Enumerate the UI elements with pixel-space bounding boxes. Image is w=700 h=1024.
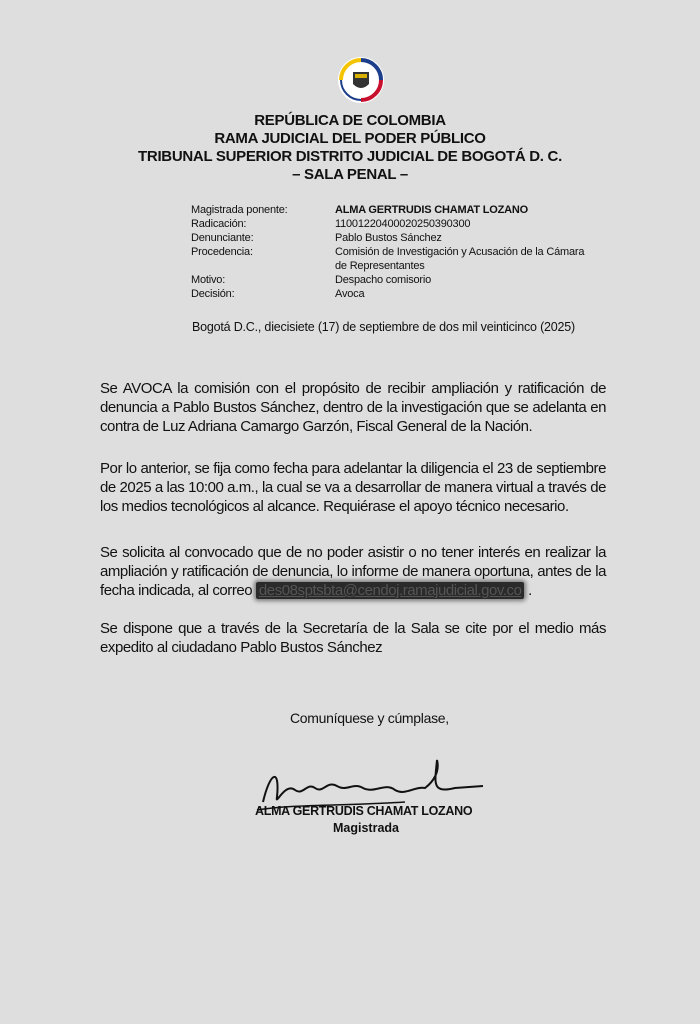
meta-label: Denunciante: xyxy=(191,232,254,244)
meta-value: Comisión de Investigación y Acusación de la Cámara de Representantes xyxy=(335,246,585,272)
meta-value: ALMA GERTRUDIS CHAMAT LOZANO xyxy=(335,204,528,216)
header-country: REPÚBLICA DE COLOMBIA xyxy=(254,112,446,129)
meta-row-decision xyxy=(191,287,595,301)
meta-label: Decisión: xyxy=(191,288,235,300)
header-chamber: – SALA PENAL – xyxy=(292,166,408,183)
meta-label: Radicación: xyxy=(191,218,247,230)
notice-text: Se solicita al convocado que de no poder asistir o no tener interés en realizar la ampliación y ratificación de denuncia, lo informe de manera oportuna, antes de la fecha indicada, al correo xyxy=(100,544,606,599)
signatory-role: Magistrada xyxy=(333,821,399,835)
paragraph-summon: Se dispone que a través de la Secretaría de la Sala se cite por el medio más expedito al ciudadano Pablo Bustos Sánchez xyxy=(100,620,606,656)
meta-label: Magistrada ponente: xyxy=(191,204,288,216)
rama-judicial-seal-logo xyxy=(336,55,386,105)
meta-row-procedencia xyxy=(191,245,595,273)
meta-value: Pablo Bustos Sánchez xyxy=(335,232,442,244)
meta-label: Procedencia: xyxy=(191,246,253,258)
meta-row-magistrate xyxy=(191,203,595,217)
closing-phrase: Comuníquese y cúmplase, xyxy=(290,710,449,726)
meta-value: Despacho comisorio xyxy=(335,274,432,286)
document-date: Bogotá D.C., diecisiete (17) de septiembre de dos mil veinticinco (2025) xyxy=(192,320,576,334)
header-court: TRIBUNAL SUPERIOR DISTRITO JUDICIAL DE BOGOTÁ D. C. xyxy=(138,148,562,165)
email-link[interactable]: des08sptsbta@cendoj.ramajudicial.gov.co xyxy=(256,582,525,599)
signatory-name: ALMA GERTRUDIS CHAMAT LOZANO xyxy=(255,804,473,818)
meta-value: Avoca xyxy=(335,288,365,300)
header-branch: RAMA JUDICIAL DEL PODER PÚBLICO xyxy=(214,130,486,147)
case-metadata xyxy=(191,203,595,301)
meta-value: 11001220400020250390300 xyxy=(335,218,471,230)
meta-row-radicacion xyxy=(191,217,595,231)
notice-end: . xyxy=(524,582,532,599)
paragraph-avoca: Se AVOCA la comisión con el propósito de recibir ampliación y ratificación de denuncia a Pablo Bustos Sánchez, dentro de la investigación que se adelanta en contra de Luz Adriana Camargo Garzón, Fiscal General de la Nación. xyxy=(100,380,606,435)
meta-row-denunciante xyxy=(191,231,595,245)
meta-row-motivo xyxy=(191,273,595,287)
meta-label: Motivo: xyxy=(191,274,226,286)
paragraph-schedule: Por lo anterior, se fija como fecha para adelantar la diligencia el 23 de septiembre de 2025 a las 10:00 a.m., la cual se va a desarrollar de manera virtual a través de los medios tecnológicos al alcance. Requiérase el apoyo técnico necesario. xyxy=(100,460,606,515)
paragraph-notice xyxy=(100,543,606,600)
